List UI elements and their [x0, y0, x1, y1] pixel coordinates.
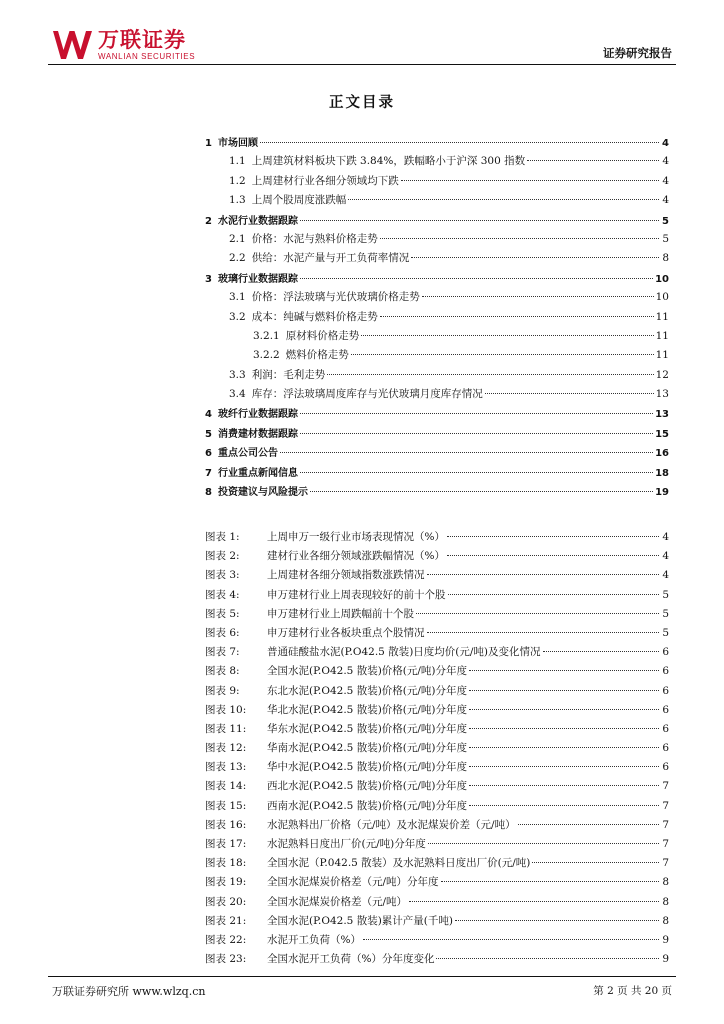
- toc-entry-number: 3: [205, 273, 212, 285]
- figure-entry[interactable]: [205, 798, 669, 817]
- toc-leader-dots: [361, 335, 653, 336]
- footer-divider: [48, 976, 676, 977]
- figure-page: 7: [662, 799, 669, 812]
- logo-english-name: WANLIAN SECURITIES: [98, 52, 196, 61]
- toc-entry-page: 18: [655, 467, 669, 479]
- toc-entry[interactable]: [205, 289, 669, 308]
- figure-list: [205, 529, 669, 970]
- toc-entry-page: 16: [655, 448, 669, 460]
- figure-leader-dots: [416, 613, 659, 614]
- figure-label: 图表 4:: [205, 588, 240, 601]
- figure-page: 6: [662, 722, 669, 735]
- figure-page: 5: [662, 607, 669, 620]
- figure-title: 上周申万一级行业市场表现情况（%）: [267, 531, 445, 543]
- toc-entry-page: 13: [655, 409, 669, 421]
- figure-entry[interactable]: [205, 548, 669, 567]
- figure-label: 图表 6:: [205, 626, 240, 639]
- toc-leader-dots: [300, 433, 653, 434]
- header-divider: [48, 64, 676, 65]
- toc-entry-number: 3.2.1: [253, 329, 280, 342]
- footer-page-number: 第 2 页 共 20 页: [593, 985, 672, 997]
- toc-leader-dots: [422, 296, 654, 297]
- figure-leader-dots: [436, 958, 659, 959]
- figure-label: 图表 2:: [205, 550, 240, 563]
- page-header: [0, 0, 724, 70]
- figure-entry[interactable]: [205, 778, 669, 797]
- toc-entry-number: 4: [205, 409, 212, 421]
- figure-entry[interactable]: [205, 759, 669, 778]
- toc-entry-number: 3.2.2: [253, 349, 280, 362]
- figure-title: 华北水泥(P.O42.5 散装)价格(元/吨)分年度: [267, 703, 468, 716]
- toc-entry-title: 价格：水泥与熟料价格走势: [251, 232, 378, 245]
- toc-entry-page: 5: [662, 215, 669, 227]
- figure-leader-dots: [469, 670, 659, 671]
- figure-entry[interactable]: [205, 855, 669, 874]
- figure-leader-dots: [448, 594, 660, 595]
- figure-leader-dots: [518, 824, 659, 825]
- figure-title: 上周建材各细分领域指数涨跌情况: [267, 569, 425, 582]
- figure-entry[interactable]: [205, 702, 669, 721]
- toc-entry[interactable]: [205, 212, 669, 231]
- figure-label: 图表 3:: [205, 569, 240, 582]
- toc-entry-title: 市场回顾: [217, 138, 258, 149]
- figure-title: 华南水泥(P.O42.5 散装)价格(元/吨)分年度: [267, 742, 468, 755]
- toc-entry-page: 15: [655, 428, 669, 440]
- figure-entry[interactable]: [205, 683, 669, 702]
- figure-leader-dots: [447, 536, 659, 537]
- toc-entry[interactable]: [205, 134, 669, 153]
- figure-leader-dots: [469, 728, 659, 729]
- toc-entry-page: 19: [655, 487, 669, 499]
- toc-entry-number: 2: [205, 215, 212, 227]
- figure-entry[interactable]: [205, 913, 669, 932]
- figure-label: 图表 9:: [205, 684, 240, 697]
- toc-entry-number: 1.3: [229, 194, 246, 207]
- toc-leader-dots: [300, 472, 653, 473]
- toc-leader-dots: [300, 413, 653, 414]
- figure-page: 9: [662, 933, 669, 946]
- figure-leader-dots: [469, 766, 659, 767]
- toc-entry-page: 8: [662, 252, 669, 265]
- figure-title: 西北水泥(P.O42.5 散装)价格(元/吨)分年度: [267, 780, 468, 793]
- toc-entry-number: 3.1: [229, 291, 246, 304]
- figure-title: 全国水泥煤炭价格差（元/吨）分年度: [267, 876, 439, 889]
- toc-leader-dots: [300, 220, 659, 221]
- figure-leader-dots: [469, 690, 659, 691]
- toc-entry-title: 上周建材行业各细分领域均下跌: [251, 174, 399, 187]
- toc-entry-page: 11: [655, 329, 669, 342]
- figure-label: 图表 18:: [205, 857, 247, 870]
- figure-leader-dots: [469, 747, 659, 748]
- figure-leader-dots: [469, 785, 659, 786]
- toc-entry-title: 玻璃行业数据跟踪: [217, 273, 298, 285]
- toc-entry-title: 水泥行业数据跟踪: [217, 215, 298, 227]
- figure-label: 图表 14:: [205, 780, 247, 793]
- toc-leader-dots: [485, 393, 654, 394]
- figure-title: 全国水泥开工负荷（%）分年度变化: [267, 953, 435, 966]
- figure-title: 华中水泥(P.O42.5 散装)价格(元/吨)分年度: [267, 761, 468, 774]
- toc-leader-dots: [310, 491, 653, 492]
- figure-title: 东北水泥(P.O42.5 散装)价格(元/吨)分年度: [267, 684, 468, 697]
- toc-leader-dots: [300, 278, 653, 279]
- figure-leader-dots: [447, 555, 659, 556]
- toc-entry[interactable]: [205, 444, 669, 463]
- toc-entry[interactable]: [205, 483, 669, 502]
- toc-leader-dots: [348, 199, 659, 200]
- figure-entry[interactable]: [205, 874, 669, 893]
- toc-entry[interactable]: [205, 425, 669, 444]
- report-type-label: 证券研究报告: [603, 46, 672, 60]
- figure-entry[interactable]: [205, 663, 669, 682]
- toc-entry-number: 6: [205, 448, 212, 460]
- toc-entry-page: 4: [662, 174, 669, 187]
- figure-entry[interactable]: [205, 644, 669, 663]
- figure-page: 8: [662, 914, 669, 927]
- figure-title: 水泥开工负荷（%）: [267, 933, 361, 946]
- toc-leader-dots: [260, 142, 659, 143]
- toc-entry[interactable]: [205, 153, 669, 172]
- figure-leader-dots: [441, 881, 659, 882]
- toc-entry[interactable]: [205, 328, 669, 347]
- figure-title: 水泥熟料日度出厂价(元/吨)分年度: [267, 838, 426, 850]
- figure-label: 图表 22:: [205, 933, 247, 946]
- figure-leader-dots: [469, 709, 659, 710]
- toc-entry-number: 3.4: [229, 388, 246, 401]
- figure-page: 8: [662, 876, 669, 889]
- toc-leader-dots: [380, 316, 654, 317]
- figure-title: 水泥熟料出厂价格（元/吨）及水泥煤炭价差（元/吨）: [267, 818, 516, 831]
- toc-entry-title: 重点公司公告: [217, 448, 278, 460]
- figure-page: 6: [662, 646, 669, 659]
- toc-entry-page: 11: [655, 310, 669, 323]
- toc-entry[interactable]: [205, 270, 669, 289]
- figure-entry[interactable]: [205, 836, 669, 855]
- toc-entry-title: 上周建筑材料板块下跌 3.84%，跌幅略小于沪深 300 指数: [251, 155, 526, 168]
- figure-label: 图表 8:: [205, 665, 240, 678]
- figure-label: 图表 17:: [205, 838, 247, 850]
- figure-label: 图表 7:: [205, 646, 240, 659]
- toc-entry-title: 玻纤行业数据跟踪: [217, 409, 298, 421]
- figure-leader-dots: [428, 843, 659, 844]
- toc-entry-page: 10: [655, 291, 669, 304]
- figure-title: 全国水泥(P.O42.5 散装)累计产量(千吨): [267, 914, 453, 927]
- toc-entry-title: 库存：浮法玻璃周度库存与光伏玻璃月度库存情况: [251, 388, 483, 401]
- figure-label: 图表 16:: [205, 818, 247, 831]
- figure-entry[interactable]: [205, 529, 669, 548]
- figure-leader-dots: [427, 632, 660, 633]
- toc-entry[interactable]: [205, 250, 669, 269]
- figure-title: 西南水泥(P.O42.5 散装)价格(元/吨)分年度: [267, 799, 468, 812]
- figure-entry[interactable]: [205, 606, 669, 625]
- toc-entry-number: 5: [205, 428, 212, 440]
- figure-title: 华东水泥(P.O42.5 散装)价格(元/吨)分年度: [267, 722, 468, 735]
- toc-entry-title: 行业重点新闻信息: [217, 467, 298, 479]
- toc-leader-dots: [527, 160, 659, 161]
- figure-title: 建材行业各细分领域涨跌幅情况（%）: [267, 550, 445, 563]
- toc-entry-title: 原材料价格走势: [285, 329, 360, 342]
- figure-label: 图表 19:: [205, 876, 247, 889]
- figure-title: 申万建材行业各板块重点个股情况: [267, 626, 425, 639]
- figure-page: 7: [662, 838, 669, 850]
- toc-entry-page: 11: [655, 349, 669, 362]
- figure-page: 9: [662, 953, 669, 966]
- toc-entry-title: 消费建材数据跟踪: [217, 428, 298, 440]
- toc-leader-dots: [380, 238, 659, 239]
- figure-entry[interactable]: [205, 817, 669, 836]
- toc-entry[interactable]: [205, 347, 669, 366]
- figure-entry[interactable]: [205, 625, 669, 644]
- figure-title: 申万建材行业上周跌幅前十个股: [267, 607, 414, 620]
- toc-entry-page: 12: [655, 368, 669, 381]
- figure-leader-dots: [455, 920, 659, 921]
- toc-entry-number: 7: [205, 467, 212, 479]
- toc-entry-number: 2.2: [229, 252, 246, 265]
- figure-label: 图表 1:: [205, 531, 240, 543]
- toc-entry-title: 供给：水泥产量与开工负荷率情况: [251, 252, 410, 265]
- figure-page: 7: [662, 818, 669, 831]
- figure-leader-dots: [409, 901, 659, 902]
- figure-label: 图表 23:: [205, 953, 247, 966]
- figure-label: 图表 21:: [205, 914, 247, 927]
- toc-entry-number: 1.2: [229, 174, 246, 187]
- figure-page: 6: [662, 703, 669, 716]
- figure-title: 全国水泥(P.O42.5 散装)价格(元/吨)分年度: [267, 665, 468, 678]
- toc-entry-page: 4: [662, 155, 669, 168]
- figure-label: 图表 20:: [205, 895, 247, 908]
- toc-entry-title: 燃料价格走势: [285, 349, 349, 362]
- toc-entry-number: 3.3: [229, 368, 246, 381]
- toc-entry[interactable]: [205, 192, 669, 211]
- figure-page: 5: [662, 588, 669, 601]
- figure-page: 6: [662, 742, 669, 755]
- figure-page: 4: [662, 550, 669, 563]
- figure-page: 7: [662, 857, 669, 870]
- figure-label: 图表 11:: [205, 722, 247, 735]
- figure-page: 6: [662, 665, 669, 678]
- figure-page: 8: [662, 895, 669, 908]
- toc-entry[interactable]: [205, 367, 669, 386]
- logo-chinese-name: 万联证券: [98, 28, 186, 52]
- figure-label: 图表 12:: [205, 742, 247, 755]
- wanlian-logo-icon: [52, 28, 94, 62]
- figure-title: 普通硅酸盐水泥(P.O42.5 散装)日度均价(元/吨)及变化情况: [267, 646, 541, 659]
- figure-label: 图表 10:: [205, 703, 247, 716]
- toc-entry-number: 8: [205, 487, 212, 499]
- figure-entry[interactable]: [205, 567, 669, 586]
- toc-entry-page: 4: [662, 194, 669, 207]
- figure-leader-dots: [427, 574, 660, 575]
- toc-entry-title: 价格：浮法玻璃与光伏玻璃价格走势: [251, 291, 420, 304]
- toc-entry-title: 投资建议与风险提示: [217, 487, 308, 499]
- company-logo: [52, 28, 195, 62]
- toc-leader-dots: [401, 180, 659, 181]
- toc-entry-title: 上周个股周度涨跌幅: [251, 194, 347, 207]
- toc-entry-page: 13: [655, 388, 669, 401]
- figure-title: 申万建材行业上周表现较好的前十个股: [267, 588, 446, 601]
- figure-label: 图表 5:: [205, 607, 240, 620]
- figure-leader-dots: [532, 862, 659, 863]
- table-of-contents: [205, 134, 669, 502]
- toc-title: 正文目录: [329, 95, 395, 111]
- figure-page: 6: [662, 761, 669, 774]
- toc-entry[interactable]: [205, 173, 669, 192]
- figure-entry[interactable]: [205, 721, 669, 740]
- toc-entry-number: 2.1: [229, 232, 246, 245]
- figure-leader-dots: [363, 939, 659, 940]
- toc-entry[interactable]: [205, 464, 669, 483]
- toc-leader-dots: [411, 257, 659, 258]
- figure-label: 图表 15:: [205, 799, 247, 812]
- figure-entry[interactable]: [205, 740, 669, 759]
- toc-entry-title: 利润：毛利走势: [251, 368, 326, 381]
- footer-source: 万联证券研究所 www.wlzq.cn: [52, 985, 206, 998]
- toc-leader-dots: [351, 354, 654, 355]
- toc-entry-page: 4: [662, 138, 669, 149]
- toc-entry[interactable]: [205, 309, 669, 328]
- figure-page: 4: [662, 569, 669, 582]
- toc-entry-number: 1: [205, 138, 212, 149]
- toc-entry-title: 成本：纯碱与燃料价格走势: [251, 310, 378, 323]
- figure-entry[interactable]: [205, 587, 669, 606]
- figure-title: 全国水泥煤炭价格差（元/吨）: [267, 895, 408, 908]
- figure-leader-dots: [469, 805, 659, 806]
- toc-entry-page: 10: [655, 273, 669, 285]
- toc-leader-dots: [280, 452, 653, 453]
- figure-page: 4: [662, 531, 669, 543]
- figure-entry[interactable]: [205, 932, 669, 951]
- figure-page: 7: [662, 780, 669, 793]
- toc-entry[interactable]: [205, 405, 669, 424]
- figure-entry[interactable]: [205, 951, 669, 970]
- toc-entry-number: 1.1: [229, 155, 246, 168]
- figure-page: 6: [662, 684, 669, 697]
- figure-label: 图表 13:: [205, 761, 247, 774]
- figure-title: 全国水泥（P.042.5 散装）及水泥熟料日度出厂价(元/吨): [267, 857, 531, 870]
- toc-entry-page: 5: [662, 232, 669, 245]
- figure-page: 5: [662, 626, 669, 639]
- toc-entry[interactable]: [205, 386, 669, 405]
- toc-entry-number: 3.2: [229, 310, 246, 323]
- toc-leader-dots: [327, 374, 653, 375]
- figure-entry[interactable]: [205, 894, 669, 913]
- toc-entry[interactable]: [205, 231, 669, 250]
- figure-leader-dots: [543, 651, 659, 652]
